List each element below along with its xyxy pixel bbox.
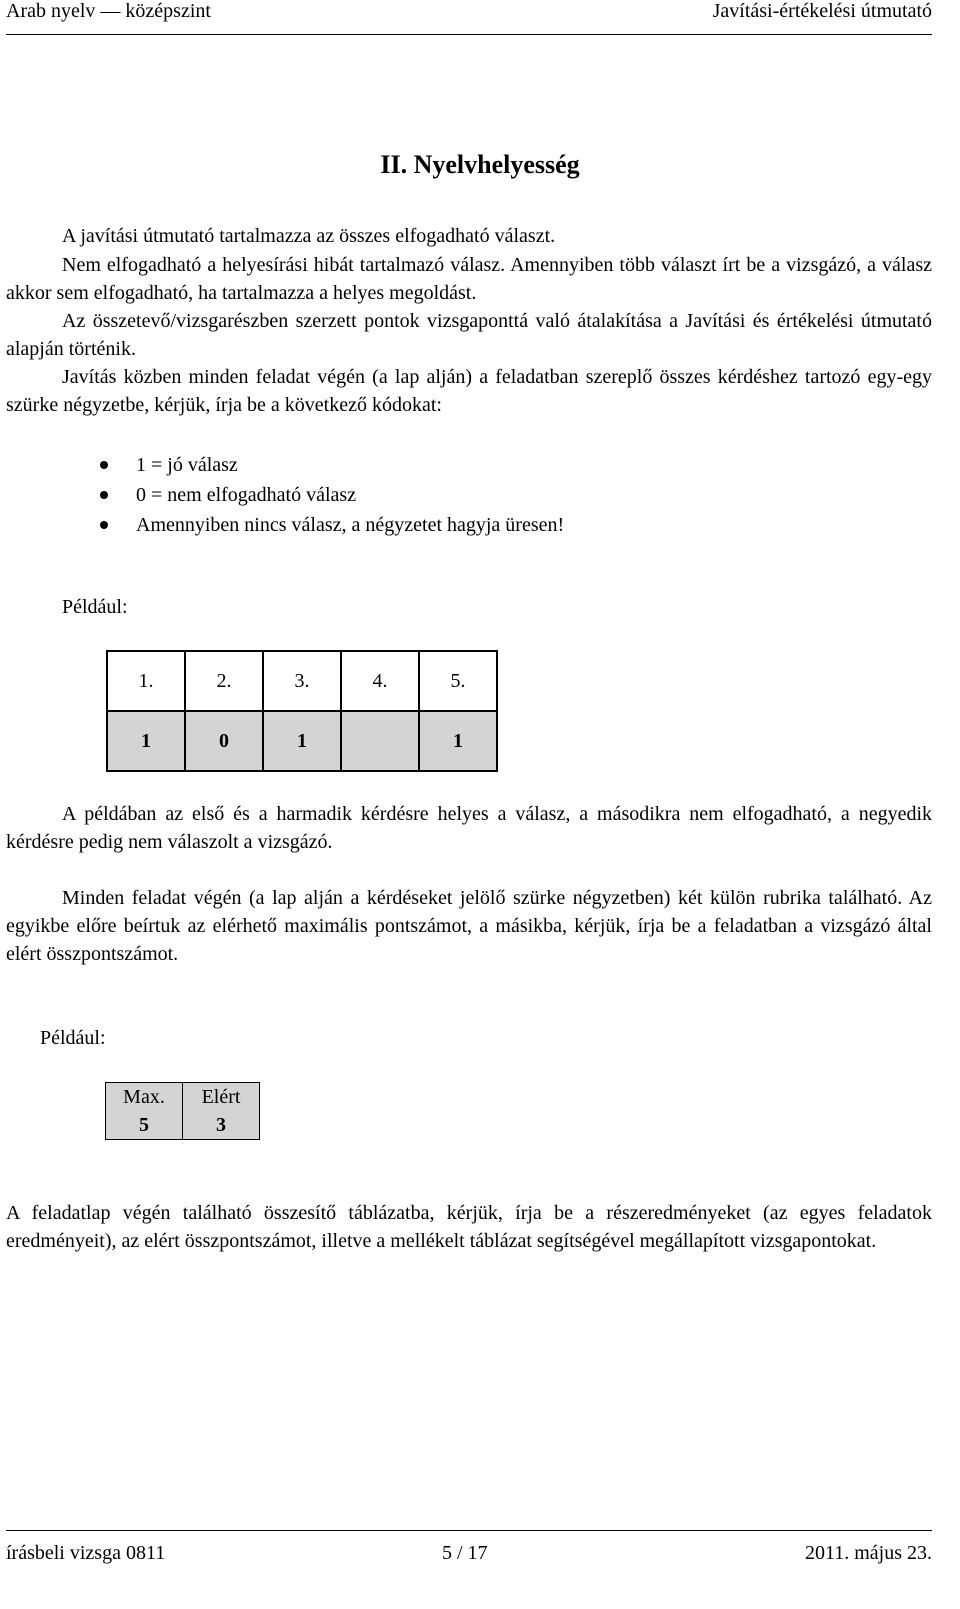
max-label: Max. [123, 1086, 165, 1108]
page-number: 5 / 17 [442, 1542, 488, 1564]
example-label: Például: [62, 596, 128, 618]
reached-label: Elért [201, 1086, 241, 1108]
header-divider [6, 34, 932, 35]
footer-left: írásbeli vizsga 0811 [6, 1542, 166, 1564]
bullet-icon [100, 491, 108, 499]
list-item: 1 = jó válasz [100, 450, 564, 480]
intro-paragraph-4: Javítás közben minden feladat végén (a lap alján) a feladatban szereplő összes kérdéshez tartozó egy-egy szürke négyzetbe, kérjük, írja be a következő kódokat: [6, 366, 932, 416]
table-row [107, 651, 497, 711]
list-item: Amennyiben nincs válasz, a négyzetet hagyja üresen! [100, 510, 564, 540]
table-header-cell: 5. [419, 651, 497, 711]
table-header-cell: 3. [263, 651, 341, 711]
code-list [100, 450, 564, 540]
reached-value: 3 [216, 1114, 226, 1136]
intro-paragraph-2: Nem elfogadható a helyesírási hibát tartalmazó válasz. Amennyiben több választ írt be a vizsgázó, a válasz akkor sem elfogadható, ha tartalmazza a helyes megoldást. [6, 254, 932, 304]
table-row [106, 1083, 260, 1140]
code-cell: 1 [263, 711, 341, 771]
bullet-icon [100, 521, 108, 529]
table-header-cell: 4. [341, 651, 419, 711]
final-paragraph: A feladatlap végén található összesítő táblázatba, kérjük, írja be a részeredményeket (az egyes feladatok eredményeit), az elért összpontszámot, illetve a mellékelt táblázat segítségével megállapított vizsgapontokat. [6, 1202, 932, 1252]
footer-divider [6, 1530, 932, 1531]
bullet-icon [100, 461, 108, 469]
table-row [107, 711, 497, 771]
reached-score-cell [183, 1083, 260, 1140]
intro-paragraph-3: Az összetevő/vizsgarészben szerzett pontok vizsgaponttá való átalakítása a Javítási és értékelési útmutató alapján történik. [6, 310, 932, 360]
max-value: 5 [139, 1114, 149, 1136]
max-score-cell [106, 1083, 183, 1140]
table-header-cell: 2. [185, 651, 263, 711]
example-label: Például: [40, 1027, 106, 1049]
codes-example-table [106, 650, 498, 772]
header-right: Javítási-értékelési útmutató [712, 0, 932, 22]
footer-date: 2011. május 23. [804, 1542, 932, 1564]
code-cell: 0 [185, 711, 263, 771]
list-item: 0 = nem elfogadható válasz [100, 480, 564, 510]
intro-line-1: A javítási útmutató tartalmazza az összes elfogadható választ. [62, 225, 556, 247]
table-header-cell: 1. [107, 651, 185, 711]
example-explanation: A példában az első és a harmadik kérdésre helyes a válasz, a másodikra nem elfogadható, a negyedik kérdésre pedig nem válaszolt a vizsgázó. [6, 803, 932, 853]
score-example-table [105, 1082, 260, 1140]
code-cell: 1 [419, 711, 497, 771]
header-left: Arab nyelv — középszint [6, 0, 211, 22]
section-title: II. Nyelvhelyesség [380, 150, 580, 179]
code-cell: 1 [107, 711, 185, 771]
code-cell [341, 711, 419, 771]
boxes-explanation: Minden feladat végén (a lap alján a kérdéseket jelölő szürke négyzetben) két külön rubrika található. Az egyikbe előre beírtuk az elérhető maximális pontszámot, a másikba, kérjük, írja be a feladatban a vizsgázó által elért összpontszámot. [6, 887, 932, 965]
